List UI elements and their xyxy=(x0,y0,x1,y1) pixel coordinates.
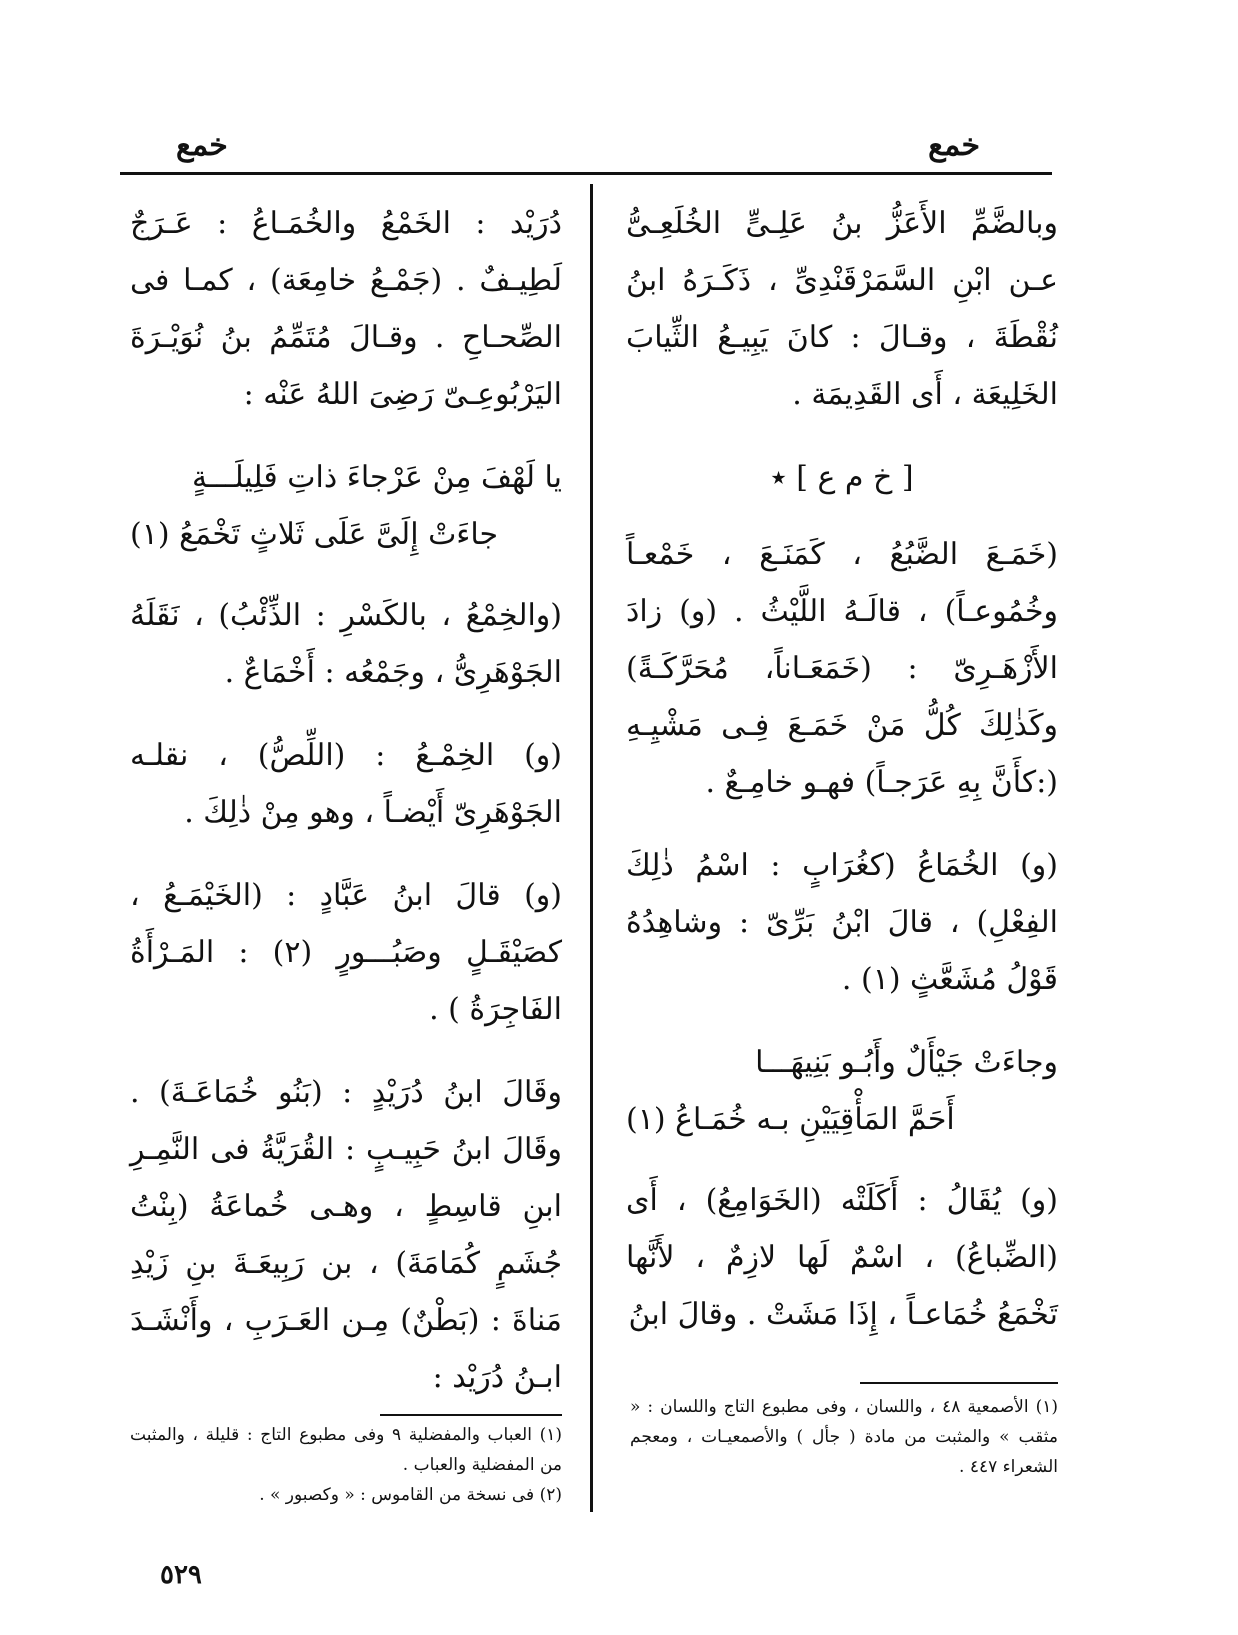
left-para-4: (و) قالَ ابنُ عَبَّادٍ : (الخَيْمَـعُ ، كصَيْقَـلٍ وصَبُـــورٍ (٢) : المَـرْأَةُ الفَاجِرَةُ ) . xyxy=(130,878,562,1027)
footnote-left-1: (١) العباب والمفضلية ٩ وفى مطبوع التاج : قليلة ، والمثبت من المفضلية والعباب . xyxy=(130,1425,562,1475)
footnote-rule-right xyxy=(860,1382,1058,1384)
header-rule xyxy=(120,172,1052,175)
left-para-2: (والخِمْعُ ، بالكَسْرِ : الذِّئْبُ) ، نَقَلَهُ الجَوْهَرِىُّ ، وجَمْعُه : أَخْمَاعٌ . xyxy=(130,598,562,690)
left-para-1: دُرَيْد : الخَمْعُ والخُمَـاعُ : عَـرَجٌ لَطِيـفٌ . (جَمْـعُ خامِعَة) ، كمـا فى الصِّحـاحِ . وقـالَ مُتَمِّمُ بنُ نُوَيْـرَةَ اليَرْبُوعِـىّ رَضِىَ اللهُ عَنْه : xyxy=(130,206,562,412)
verse-hemistich-1: يا لَهْفَ مِنْ عَرْجاءَ ذاتِ فَلِيلَـــةٍ xyxy=(192,460,562,495)
page-number: ٥٢٩ xyxy=(160,1560,202,1590)
header-left-word: خمع xyxy=(176,128,228,163)
header-right-word: خمع xyxy=(928,128,980,163)
right-para-1: وبالضَّمِّ الأَعَزُّ بنُ عَلِـىٍّ الخُلَعِـىُّ عـن ابْنِ السَّمَرْقَنْدِىِّ ، ذَكَـرَهُ ابنُ نُقْطَةَ ، وقـالَ : كانَ يَبِيـعُ الثِّيابَ الخَلِيعَة ، أَى القَدِيمَة . xyxy=(626,206,1058,412)
column-divider xyxy=(590,184,593,1512)
entry-title: [ خ م ع ] ٭ xyxy=(770,460,914,495)
right-column xyxy=(626,195,1058,1369)
verse-hemistich-2: أَحَمَّ المَأْقِيَيْنِ بـه خُمَـاعُ (١) xyxy=(626,1102,955,1137)
verse-hemistich-2: جاءَتْ إِلَىَّ عَلَى ثَلاثٍ تَخْمَعُ (١) xyxy=(130,517,499,552)
right-para-4: (و) يُقَالُ : أَكَلَتْه (الخَوَامِعُ) ، أَى (الضِّباعُ) ، اسْمٌ لَها لازِمٌ ، لأَنَّها تَخْمَعُ خُمَاعـاً ، إِذَا مَشَتْ . وقالَ ابنُ xyxy=(626,1183,1058,1332)
left-para-5: وقَالَ ابنُ دُرَيْدٍ : (بَنُو خُمَاعَـةَ) . وقَالَ ابنُ حَبِيـبٍ : القُرَيَّةُ فى النَّمِـرِ ابنِ قاسِطٍ ، وهـى خُماعَةُ (بِنْتُ جُشَمٍ كُمَامَةَ) ، بن رَبِيعَـةَ بنِ زَيْدِ مَناةَ : (بَطْنٌ) مِـن العَـرَبِ ، وأَنْشَـدَ ابـنُ دُرَيْد : xyxy=(130,1075,562,1395)
verse-hemistich-1: وجاءَتْ جَيْأَلٌ وأَبُـو بَنِيهَـــا xyxy=(755,1045,1058,1080)
footnote-rule-left xyxy=(380,1414,562,1416)
left-para-3: (و) الخِمْـعُ : (اللِّصُّ) ، نقلـه الجَوْهَرِىّ أَيْضـاً ، وهو مِنْ ذٰلِكَ . xyxy=(130,738,562,830)
left-column xyxy=(130,195,562,1432)
right-verse xyxy=(626,1034,1058,1148)
left-verse xyxy=(130,449,562,563)
right-para-3: (و) الخُمَاعُ (كغُرَابٍ : اسْمُ ذٰلِكَ الفِعْلِ) ، قالَ ابْنُ بَرِّىّ : وشاهِدُهُ قَوْلُ مُشَعَّثٍ (١) . xyxy=(626,848,1058,997)
footnote-left-2: (٢) فى نسخة من القاموس : « وكصبور » . xyxy=(259,1485,562,1505)
footnote-right-1: (١) الأصمعية ٤٨ ، واللسان ، وفى مطبوع التاج واللسان : « مثقب » والمثبت من مادة ( جأل ) والأصمعيـات ، ومعجم الشعراء ٤٤٧ . xyxy=(630,1397,1058,1477)
footnotes-right xyxy=(630,1392,1058,1482)
right-para-2: (خَمَـعَ الضَّبُعُ ، كَمَنَـعَ ، خَمْعـاً وخُمُوعـاً) ، قالَـهُ اللَّيْثُ . (و) زادَ الأَزْهَـرِىّ : (خَمَعَـاناً، مُحَرَّكَـةً) وكَذٰلِكَ كُلُّ مَنْ خَمَـعَ فِـى مَشْيِـهِ (:كأَنَّ بِهِ عَرَجـاً) فهـو خامِـعٌ . xyxy=(626,537,1058,800)
footnotes-left xyxy=(130,1420,562,1510)
